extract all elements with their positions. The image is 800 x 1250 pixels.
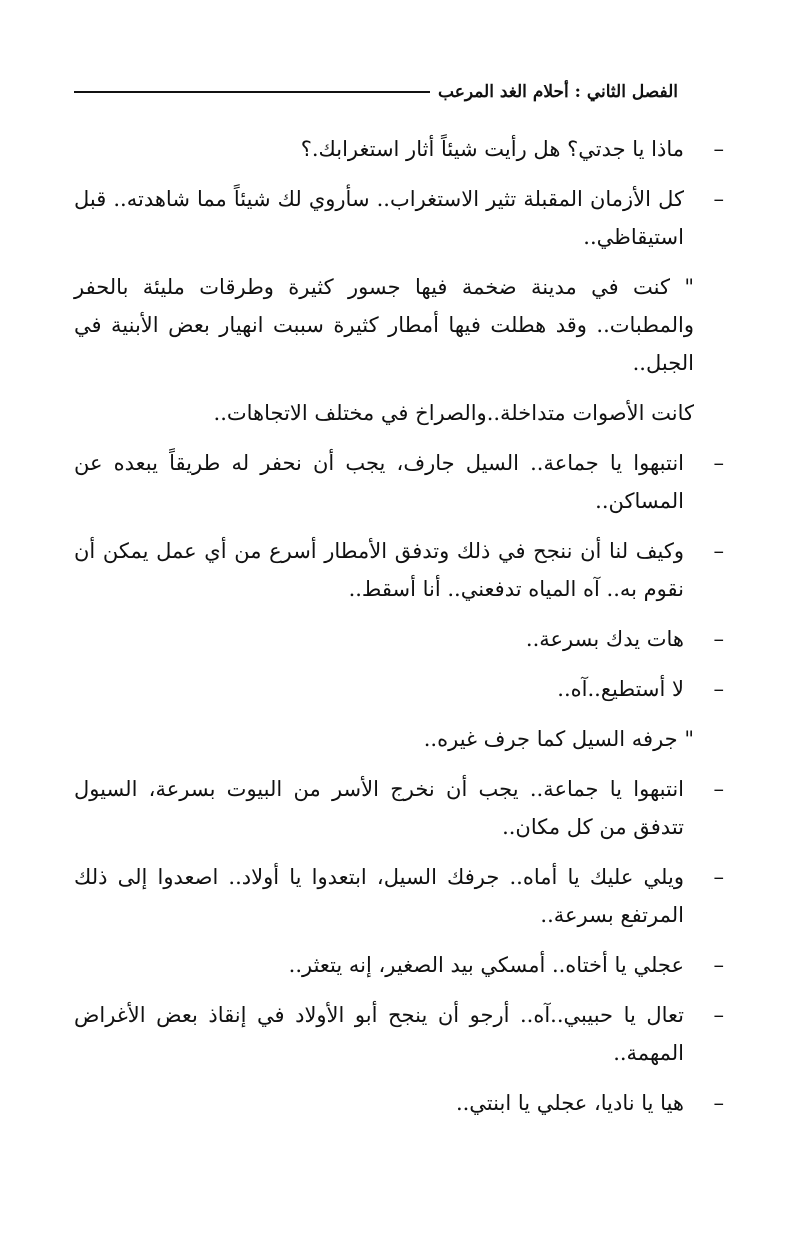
narration-paragraph: " كنت في مدينة ضخمة فيها جسور كثيرة وطرقات مليئة بالحفر والمطبات.. وقد هطلت فيها أمطار كثيرة سببت انهيار بعض الأبنية في الجبل.. xyxy=(74,275,694,375)
chapter-title: الفصل الثاني : أحلام الغد المرعب xyxy=(438,82,678,102)
dialogue-line: – ماذا يا جدتي؟ هل رأيت شيئاً أثار استغرابك.؟ xyxy=(74,130,724,168)
narration-paragraph: كانت الأصوات متداخلة..والصراخ في مختلف الاتجاهات.. xyxy=(213,401,694,425)
body-text xyxy=(74,130,724,1134)
header-rule xyxy=(74,91,430,93)
dialogue-line: – انتبهوا يا جماعة.. السيل جارف، يجب أن نحفر له طريقاً يبعده عن المساكن.. xyxy=(74,444,724,520)
running-header xyxy=(74,76,678,108)
narration-paragraph: " جرفه السيل كما جرف غيره.. xyxy=(423,727,694,751)
dialogue-dash: – xyxy=(713,627,724,651)
dialogue-dash: – xyxy=(713,539,724,563)
dialogue-line: – لا أستطيع..آه.. xyxy=(74,670,724,708)
dialogue-line: – تعال يا حبيبي..آه.. أرجو أن ينجح أبو الأولاد في إنقاذ بعض الأغراض المهمة.. xyxy=(74,996,724,1072)
dialogue-dash: – xyxy=(713,865,724,889)
dialogue-line: – انتبهوا يا جماعة.. يجب أن نخرج الأسر من البيوت بسرعة، السيول تتدفق من كل مكان.. xyxy=(74,770,724,846)
dialogue-line: – وكيف لنا أن ننجح في ذلك وتدفق الأمطار أسرع من أي عمل يمكن أن نقوم به.. آه المياه تدفعني.. أنا أسقط.. xyxy=(74,532,724,608)
dialogue-dash: – xyxy=(713,187,724,211)
dialogue-line: – كل الأزمان المقبلة تثير الاستغراب.. سأروي لك شيئاً مما شاهدته.. قبل استيقاظي.. xyxy=(74,180,724,256)
dialogue-dash: – xyxy=(713,777,724,801)
dialogue-line: – عجلي يا أختاه.. أمسكي بيد الصغير، إنه يتعثر.. xyxy=(74,946,724,984)
dialogue-dash: – xyxy=(713,451,724,475)
dialogue-line: – هات يدك بسرعة.. xyxy=(74,620,724,658)
dialogue-dash: – xyxy=(713,677,724,701)
dialogue-dash: – xyxy=(713,1003,724,1027)
dialogue-dash: – xyxy=(713,953,724,977)
dialogue-line: – ويلي عليك يا أماه.. جرفك السيل، ابتعدوا يا أولاد.. اصعدوا إلى ذلك المرتفع بسرعة.. xyxy=(74,858,724,934)
dialogue-dash: – xyxy=(713,137,724,161)
dialogue-line: – هيا يا ناديا، عجلي يا ابنتي.. xyxy=(74,1084,724,1122)
dialogue-dash: – xyxy=(713,1091,724,1115)
